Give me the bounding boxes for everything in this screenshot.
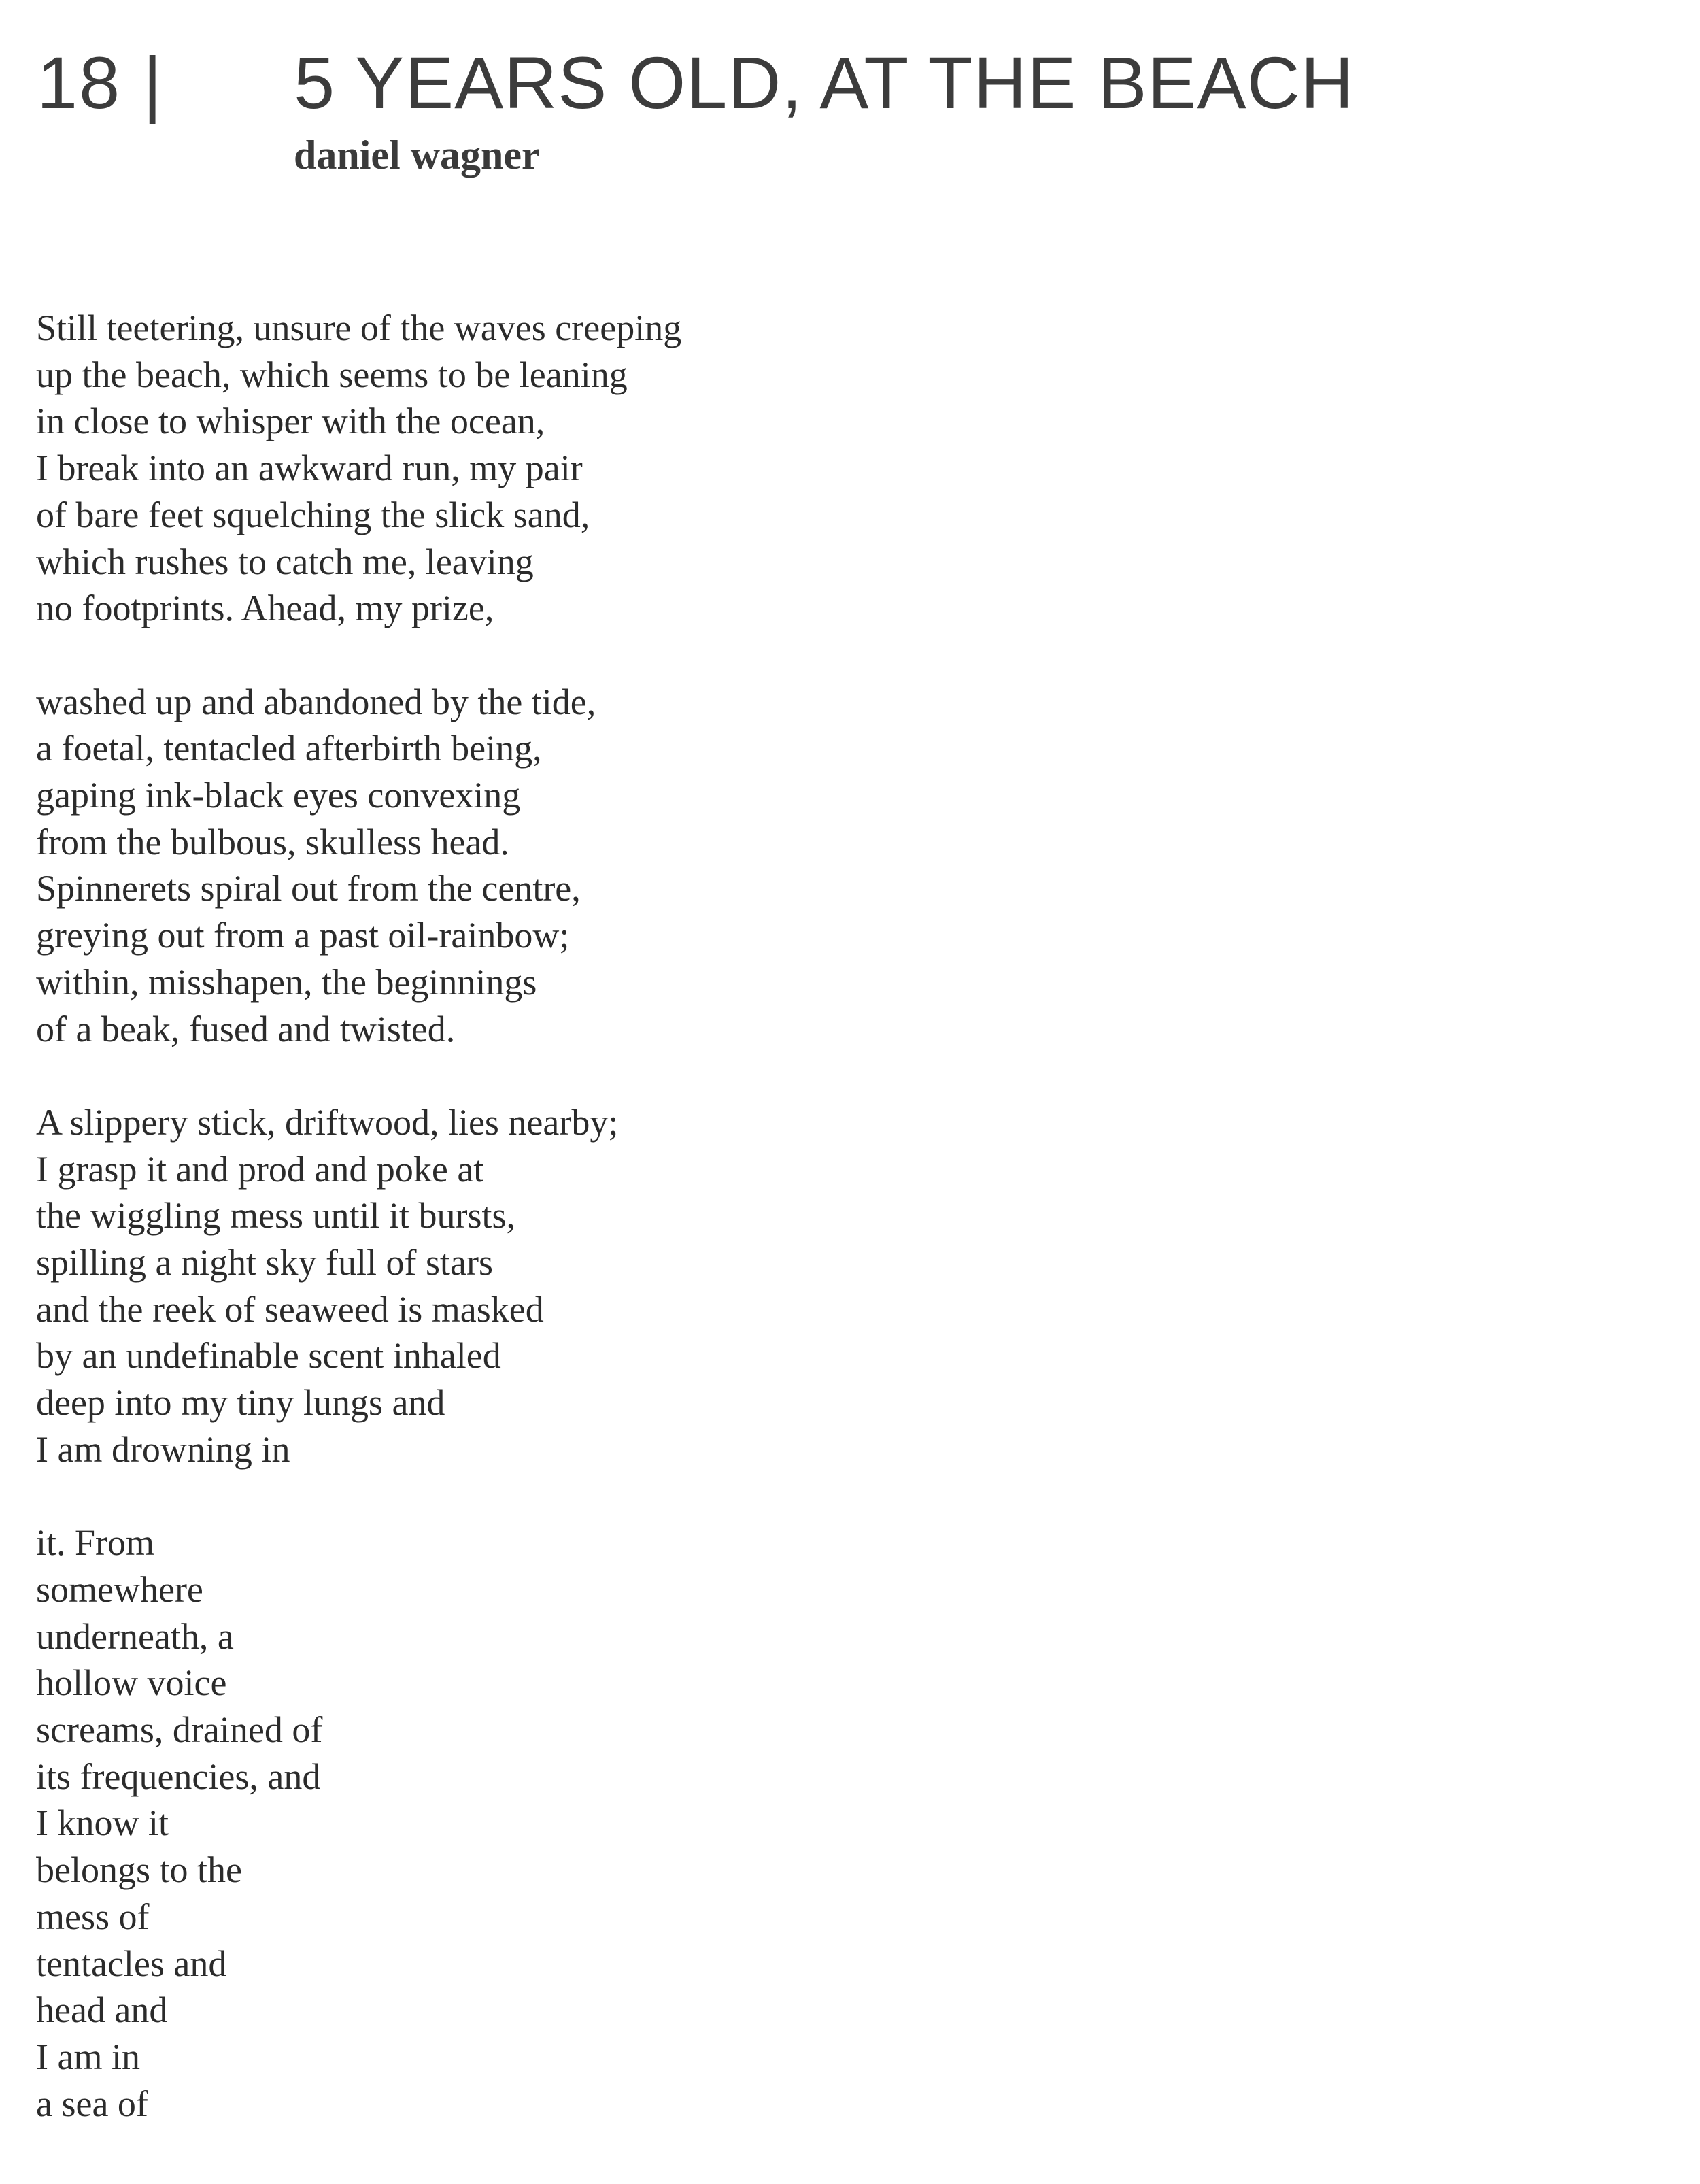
poem-line: belongs to the: [36, 1849, 242, 1891]
poem-line: its frequencies, and: [36, 1755, 321, 1797]
stanza-2: [36, 679, 988, 1053]
poem-line: which rushes to catch me, leaving: [36, 541, 534, 582]
author-name: daniel wagner: [294, 133, 540, 178]
poem-line: Still teetering, unsure of the waves creeping: [36, 307, 682, 348]
poem-line: in close to whisper with the ocean,: [36, 401, 545, 442]
poem-line: a foetal, tentacled afterbirth being,: [36, 728, 542, 769]
poem-line: greying out from a past oil-rainbow;: [36, 915, 570, 956]
poem-line: gaping ink-black eyes convexing: [36, 775, 521, 816]
poem-line: head and: [36, 1989, 168, 2031]
poem-line: tentacles and: [36, 1943, 227, 1984]
poem-line: I grasp it and prod and poke at: [36, 1148, 484, 1190]
poem-title: 5 YEARS OLD, AT THE BEACH: [294, 41, 1355, 124]
stanza-4: [36, 1519, 988, 2127]
poem-line: Spinnerets spiral out from the centre,: [36, 868, 581, 909]
poem-line: of bare feet squelching the slick sand,: [36, 494, 590, 535]
poem-line: I know it: [36, 1802, 169, 1844]
poem-line: it. From: [36, 1522, 155, 1564]
stanza-1: [36, 305, 988, 632]
poem-line: within, misshapen, the beginnings: [36, 961, 537, 1003]
poem-line: hollow voice: [36, 1662, 227, 1704]
page-number: 18 |: [37, 41, 164, 124]
poem-line: of a beak, fused and twisted.: [36, 1008, 456, 1049]
poem-line: a sea of: [36, 2083, 148, 2124]
poem-line: from the bulbous, skulless head.: [36, 821, 509, 862]
poem-line: and the reek of seaweed is masked: [36, 1288, 544, 1330]
poem-line: deep into my tiny lungs and: [36, 1382, 445, 1424]
poem-line: screams, drained of: [36, 1709, 323, 1751]
poem-line: washed up and abandoned by the tide,: [36, 681, 596, 722]
poem-line: by an undefinable scent inhaled: [36, 1335, 501, 1377]
stanza-3: [36, 1099, 988, 1473]
poem-line: mess of: [36, 1896, 150, 1937]
poem-line: A slippery stick, driftwood, lies nearby;: [36, 1101, 619, 1143]
poem-line: underneath, a: [36, 1615, 234, 1657]
poem-line: somewhere: [36, 1568, 203, 1610]
poem-line: I break into an awkward run, my pair: [36, 448, 583, 489]
poem-line: the wiggling mess until it bursts,: [36, 1195, 516, 1237]
poem-line: I am drowning in: [36, 1428, 290, 1470]
poem-line: spilling a night sky full of stars: [36, 1242, 493, 1283]
poem-body: [36, 305, 988, 2174]
poem-line: I am in: [36, 2036, 140, 2077]
poem-line: up the beach, which seems to be leaning: [36, 354, 628, 395]
poem-line: no footprints. Ahead, my prize,: [36, 588, 494, 629]
